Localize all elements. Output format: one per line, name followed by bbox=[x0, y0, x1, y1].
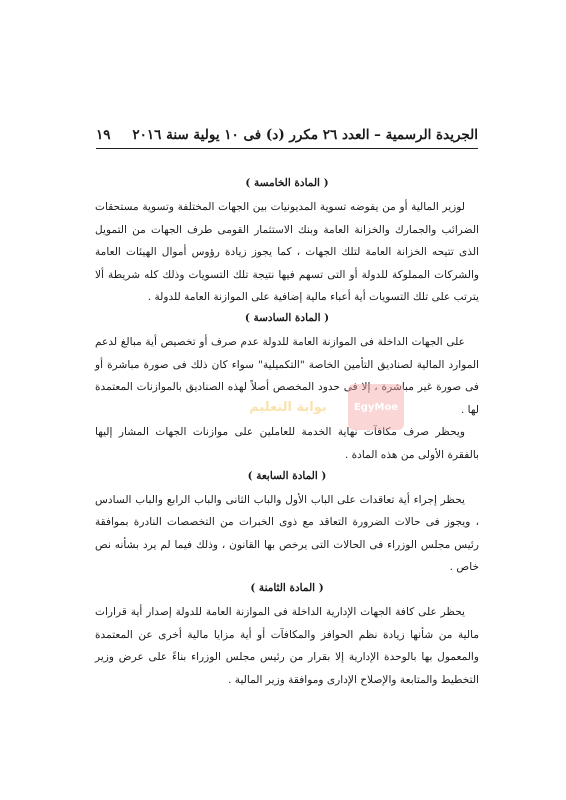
article-5-paragraph-1: لوزير المالية أو من يفوضه تسوية المديونيات بين الجهات المختلفة وتسوية مستحقات الضرائب والجمارك والخزانة العامة وبنك الاستثمار القومى طرف الجهات من التمويل الذى تتيحه الخزانة العامة لتلك الجهات ، كما يجوز زيادة رؤوس أموال الهيئات العامة والشركات المملوكة للدولة أو التى تسهم فيها نتيجة تلك التسويات وذلك كله شريطة ألا يترتب على تلك التسويات أية أعباء مالية إضافية على الموازنة العامة للدولة . bbox=[95, 201, 479, 304]
article-8-paragraph-1: يحظر على كافة الجهات الإدارية الداخلة فى الموازنة العامة للدولة إصدار أية قرارات مالية من شأنها زيادة نظم الحوافز والمكافآت أو أية مزايا مالية أخرى عن المعتمدة والمعمول بها بالوحدة الإدارية إلا بقرار من رئيس مجلس الوزراء بناءً على عرض وزير التخطيط والمتابعة والإصلاح الإدارى وموافقة وزير المالية . bbox=[95, 605, 479, 686]
article-6-paragraph-2: ويحظر صرف مكافآت نهاية الخدمة للعاملين على موازنات الجهات المشار إليها بالفقرة الأولى من هذه المادة . bbox=[95, 426, 479, 461]
article-heading-8: ( المادة الثامنة ) bbox=[250, 581, 324, 594]
document-body bbox=[95, 176, 479, 691]
header-title: الجريدة الرسمية – العدد ٢٦ مكرر (د) فى ١٠ يولية سنة ٢٠١٦ bbox=[132, 127, 478, 143]
watermark-left-text: EgyMoe bbox=[353, 401, 399, 413]
article-heading-7: ( المادة السابعة ) bbox=[247, 469, 327, 482]
page-number: ١٩ bbox=[96, 127, 111, 143]
article-7-paragraph-1: يحظر إجراء أية تعاقدات على الباب الأول والباب الثانى والباب الرابع والباب السادس ، ويجوز فى حالات الضرورة التعاقد مع ذوى الخبرات من التخصصات النادرة بموافقة رئيس مجلس الوزراء فى الحالات التى يرخص بها القانون ، وذلك فيما لم يرد بشأنه نص خاص . bbox=[95, 493, 479, 574]
article-heading-6: ( المادة السادسة ) bbox=[244, 311, 330, 324]
article-6-paragraph-1: على الجهات الداخلة فى الموازنة العامة للدولة عدم صرف أو تخصيص أية مبالغ لدعم الموارد المالية لصناديق التأمين الخاصة "التكميلية" سواء كان ذلك فى صورة مباشرة أو فى صورة غير مباشرة ، إلا فى حدود المخصص أصلاً لهذه الصناديق بالموازنات المعتمدة لها . bbox=[95, 335, 479, 416]
page-header bbox=[96, 126, 478, 149]
watermark-right-text: بوابة التعليم bbox=[249, 399, 327, 415]
article-heading-5: ( المادة الخامسة ) bbox=[245, 177, 329, 189]
